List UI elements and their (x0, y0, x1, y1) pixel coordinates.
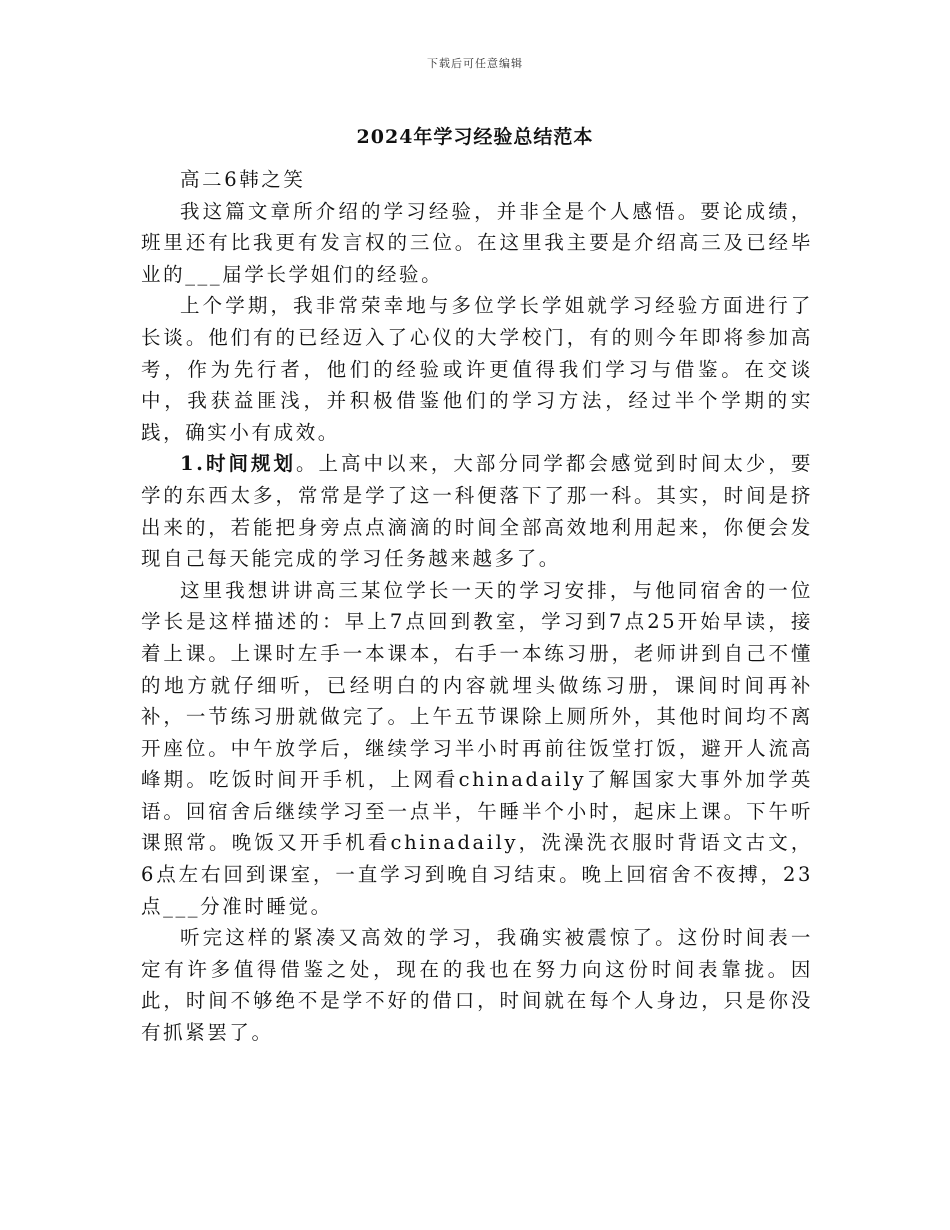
author-line: 高二6韩之笑 (180, 168, 306, 191)
paragraph-background: 上个学期，我非常荣幸地与多位学长学姐就学习经验方面进行了长谈。他们有的已经迈入了心仪的大学校门，有的则今年即将参加高考，作为先行者，他们的经验或许更值得我们学习与借鉴。在交谈中，我获益匪浅，并积极借鉴他们的学习方法，经过半个学期的实践，确实小有成效。 (141, 294, 813, 444)
document-title: 2024年学习经验总结范本 (356, 126, 594, 148)
document-body (141, 164, 813, 1049)
section-heading-time-planning: 1.时间规划 (180, 452, 296, 476)
page-header-note: 下载后可任意编辑 (427, 57, 523, 70)
paragraph-time-planning-text: 。上高中以来，大部分同学都会感觉到时间太少，要学的东西太多，常常是学了这一科便落下了那一科。其实，时间是挤出来的，若能把身旁点点滴滴的时间全部高效地利用起来，你便会发现自己每天能完成的学习任务越来越多了。 (141, 452, 813, 571)
paragraph-time-planning (141, 448, 813, 574)
paragraph-schedule: 这里我想讲讲高三某位学长一天的学习安排，与他同宿舍的一位学长是这样描述的：早上7点回到教室，学习到7点25开始早读，接着上课。上课时左手一本课本，右手一本练习册，老师讲到自己不懂的地方就仔细听，已经明白的内容就埋头做练习册，课间时间再补补，一节练习册就做完了。上午五节课除上厕所外，其他时间均不离开座位。中午放学后，继续学习半小时再前往饭堂打饭，避开人流高峰期。吃饭时间开手机，上网看chinadaily了解国家大事外加学英语。回宿舍后继续学习至一点半，午睡半个小时，起床上课。下午听课照常。晚饭又开手机看chinadaily，洗澡洗衣服时背语文古文，6点左右回到课室，一直学习到晚自习结束。晚上回宿舍不夜搏，23点___分准时睡觉。 (141, 578, 813, 918)
paragraph-intro: 我这篇文章所介绍的学习经验，并非全是个人感悟。要论成绩，班里还有比我更有发言权的三位。在这里我主要是介绍高三及已经毕业的___届学长学姐们的经验。 (141, 199, 813, 286)
paragraph-conclusion: 听完这样的紧凑又高效的学习，我确实被震惊了。这份时间表一定有许多值得借鉴之处，现在的我也在努力向这份时间表靠拢。因此，时间不够绝不是学不好的借口，时间就在每个人身边，只是你没有抓紧罢了。 (141, 926, 813, 1045)
